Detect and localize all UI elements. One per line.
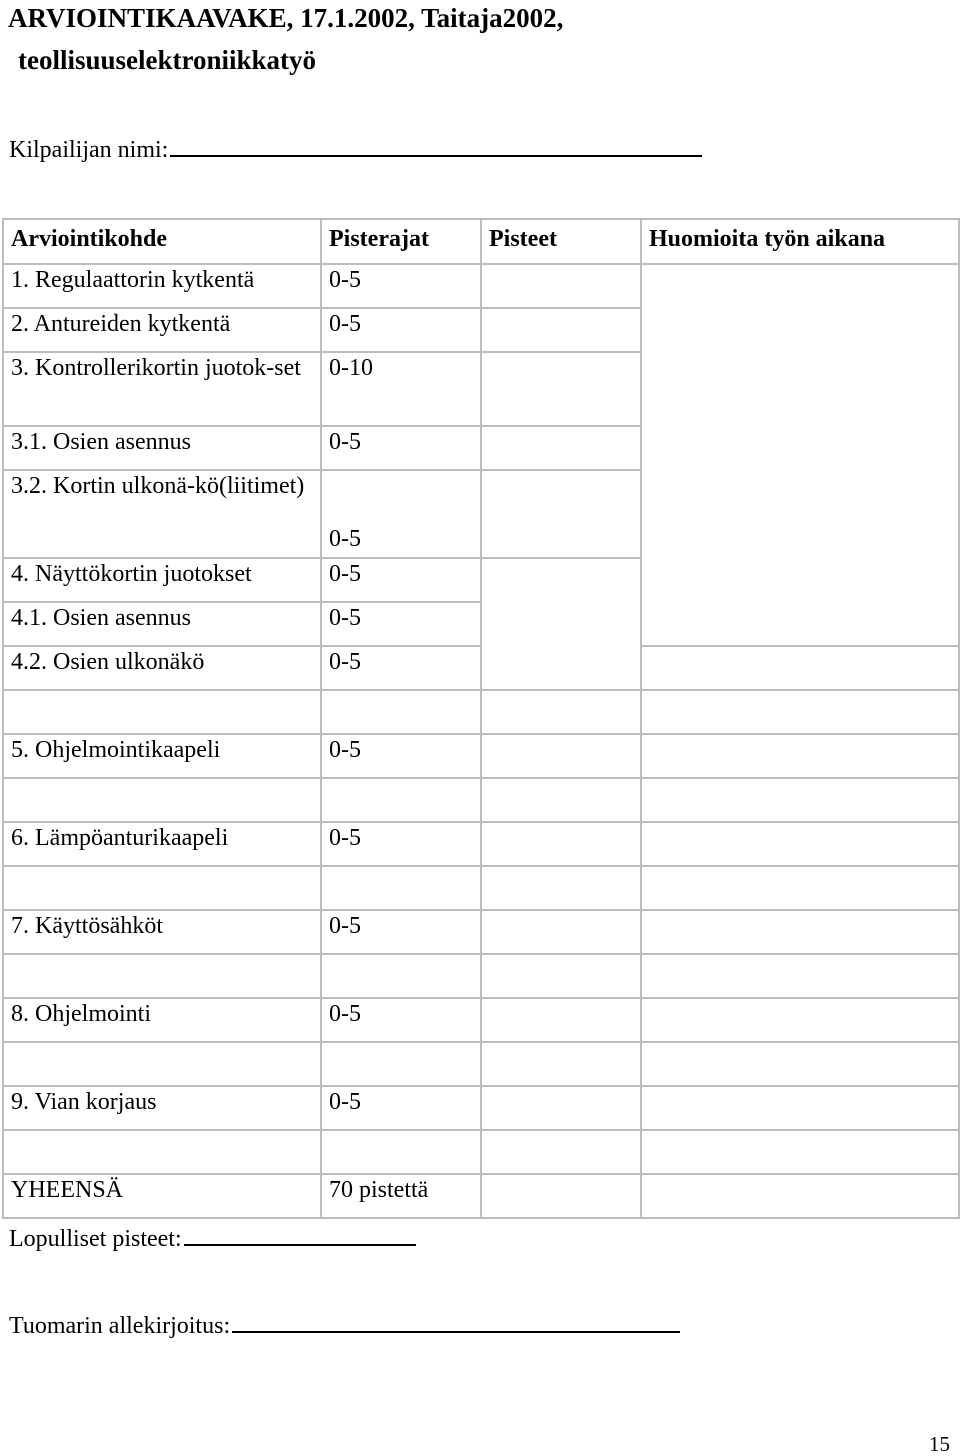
header-huomioita: Huomioita työn aikana: [641, 219, 959, 264]
notes-cell: [641, 646, 959, 690]
table-spacer-row: [3, 1130, 959, 1174]
row-range: 0-5: [321, 558, 481, 602]
total-row: [3, 1174, 959, 1218]
row-item: 1. Regulaattorin kytkentä: [3, 264, 321, 308]
row-range: 0-5: [321, 426, 481, 470]
row-item: 8. Ohjelmointi: [3, 998, 321, 1042]
row-points-cell: [481, 426, 641, 470]
row-item: 9. Vian korjaus: [3, 1086, 321, 1130]
notes-cell: [641, 264, 959, 646]
row-range: 0-5: [321, 264, 481, 308]
total-label: YHEENSÄ: [3, 1174, 321, 1218]
row-range: 0-5: [321, 910, 481, 954]
competitor-name-field: [9, 133, 702, 166]
table-spacer-row: [3, 954, 959, 998]
row-range: 0-5: [321, 734, 481, 778]
row-range: 0-10: [321, 352, 481, 426]
header-pisterajat: Pisterajat: [321, 219, 481, 264]
row-item: 5. Ohjelmointikaapeli: [3, 734, 321, 778]
row-range: 0-5: [321, 1086, 481, 1130]
evaluation-table: [2, 218, 960, 1219]
competitor-name-blank: [170, 133, 702, 157]
row-range: 0-5: [321, 998, 481, 1042]
final-points-label: Lopulliset pisteet:: [9, 1226, 182, 1252]
table-row: [3, 1086, 959, 1130]
document-title: ARVIOINTIKAAVAKE, 17.1.2002, Taitaja2002,: [8, 3, 564, 33]
row-points-cell: [481, 470, 641, 558]
row-range: 0-5: [321, 646, 481, 690]
header-arviointikohde: Arviointikohde: [3, 219, 321, 264]
row-range: 0-5: [321, 470, 481, 558]
row-item: 3.2. Kortin ulkonä-kö(liitimet): [3, 470, 321, 558]
row-item: 4.1. Osien asennus: [3, 602, 321, 646]
total-value: 70 pistettä: [321, 1174, 481, 1218]
table-row: [3, 910, 959, 954]
row-item: 4. Näyttökortin juotokset: [3, 558, 321, 602]
row-item: 6. Lämpöanturikaapeli: [3, 822, 321, 866]
table-row: [3, 998, 959, 1042]
table-row: [3, 264, 959, 308]
table-spacer-row: [3, 1042, 959, 1086]
row-range: 0-5: [321, 822, 481, 866]
row-item: 3. Kontrollerikortin juotok-set: [3, 352, 321, 426]
document-subtitle: teollisuuselektroniikkatyö: [18, 45, 317, 75]
row-range: 0-5: [321, 308, 481, 352]
row-points-cell: [481, 308, 641, 352]
table-spacer-row: [3, 690, 959, 734]
row-points-cell: [481, 264, 641, 308]
table-header-row: [3, 219, 959, 264]
row-range: 0-5: [321, 602, 481, 646]
row-item: 4.2. Osien ulkonäkö: [3, 646, 321, 690]
row-item: 7. Käyttösähköt: [3, 910, 321, 954]
page-number: 15: [929, 1432, 950, 1456]
signature-label: Tuomarin allekirjoitus:: [9, 1313, 231, 1339]
final-points-field: [9, 1222, 416, 1255]
row-item: 3.1. Osien asennus: [3, 426, 321, 470]
row-item: 2. Antureiden kytkentä: [3, 308, 321, 352]
signature-blank: [232, 1309, 680, 1333]
final-points-blank: [184, 1222, 416, 1246]
competitor-name-label: Kilpailijan nimi:: [9, 137, 169, 163]
row-points-cell: [481, 352, 641, 426]
table-spacer-row: [3, 778, 959, 822]
row-points-cell: [481, 558, 641, 690]
table-row: [3, 822, 959, 866]
table-spacer-row: [3, 866, 959, 910]
table-row: [3, 734, 959, 778]
signature-field: [9, 1309, 680, 1342]
header-pisteet: Pisteet: [481, 219, 641, 264]
